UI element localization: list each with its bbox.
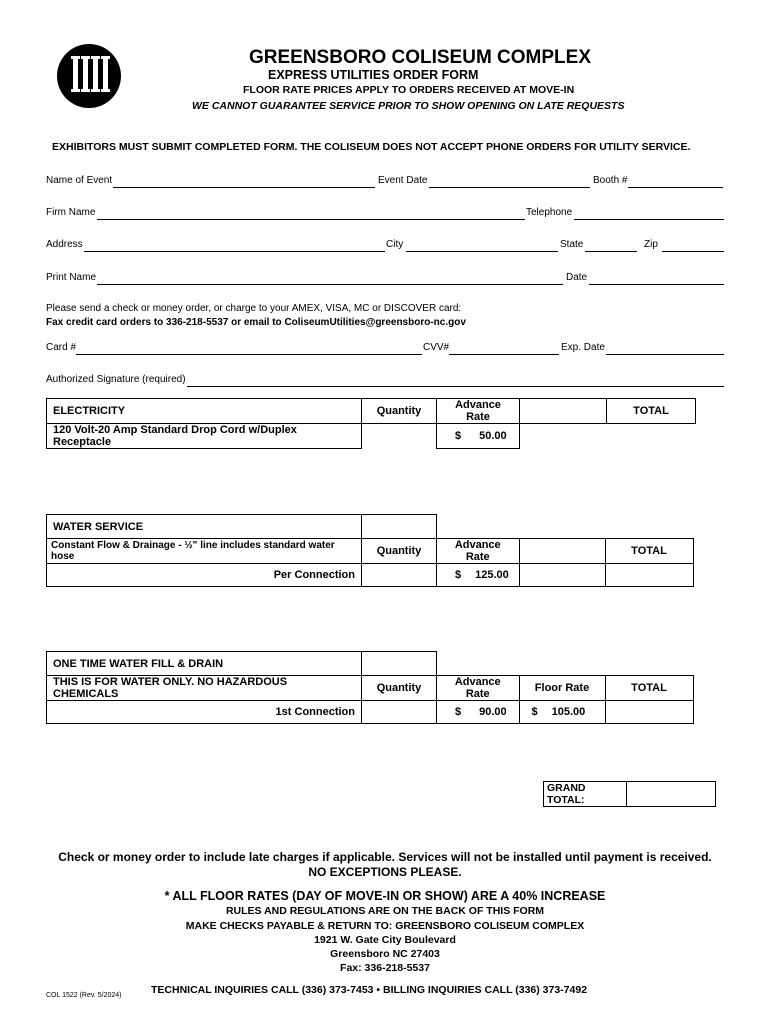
check-notice: Check or money order to include late charges if applicable. Services will not be installed until payment is received. <box>58 850 712 864</box>
date-label: Date <box>566 272 588 283</box>
water-quantity-header: Quantity <box>362 539 437 564</box>
electricity-total-header: TOTAL <box>607 399 696 424</box>
fax-number: Fax: 336-218-5537 <box>340 962 430 974</box>
fill-floor-price: $ 105.00 <box>519 701 605 724</box>
fill-header: ONE TIME WATER FILL & DRAIN <box>47 652 362 676</box>
inquiries-line: TECHNICAL INQUIRIES CALL (336) 373-7453 • BILLING INQUIRIES CALL (336) 373-7492 <box>151 984 588 996</box>
header-line-1: FLOOR RATE PRICES APPLY TO ORDERS RECEIVED AT MOVE-IN <box>243 84 575 96</box>
fill-advance-rate-header: Advance Rate <box>437 676 520 701</box>
booth-field[interactable] <box>628 187 723 188</box>
zip-field[interactable] <box>662 251 724 252</box>
grand-total-input[interactable] <box>627 782 716 807</box>
water-table <box>46 514 694 587</box>
address-city: Greensboro NC 27403 <box>330 948 440 960</box>
electricity-quantity-input[interactable] <box>362 424 437 449</box>
fill-floor-rate-header: Floor Rate <box>519 676 605 701</box>
payment-instructions: Please send a check or money order, or charge to your AMEX, VISA, MC or DISCOVER card: <box>46 303 462 314</box>
fill-quantity-input[interactable] <box>362 701 437 724</box>
electricity-header: ELECTRICITY <box>47 399 362 424</box>
address-label: Address <box>46 239 83 250</box>
electricity-advance-rate-header: Advance Rate <box>437 399 520 424</box>
form-subtitle: EXPRESS UTILITIES ORDER FORM <box>268 68 479 82</box>
rules-notice: RULES AND REGULATIONS ARE ON THE BACK OF THIS FORM <box>225 905 545 917</box>
address-field[interactable] <box>84 251 385 252</box>
fill-total-input[interactable] <box>605 701 693 724</box>
fill-quantity-header: Quantity <box>362 676 437 701</box>
state-label: State <box>560 239 584 250</box>
water-advance-rate-header: Advance Rate <box>437 539 520 564</box>
print-name-label: Print Name <box>46 272 97 283</box>
header-line-2: WE CANNOT GUARANTEE SERVICE PRIOR TO SHOW OPENING ON LATE REQUESTS <box>192 100 625 112</box>
telephone-field[interactable] <box>574 219 724 220</box>
water-header: WATER SERVICE <box>47 515 362 539</box>
event-name-label: Name of Event <box>46 175 113 186</box>
exp-date-label: Exp. Date <box>561 342 605 353</box>
floor-rate-increase: * ALL FLOOR RATES (DAY OF MOVE-IN OR SHOW) ARE A 40% INCREASE <box>164 889 606 903</box>
telephone-label: Telephone <box>526 207 573 218</box>
signature-field[interactable] <box>187 386 724 387</box>
page-title: GREENSBORO COLISEUM COMPLEX <box>248 47 592 68</box>
form-id: COL 1522 (Rev. 5/2024) <box>46 992 122 999</box>
firm-name-field[interactable] <box>97 219 525 220</box>
cvv-label: CVV# <box>423 342 450 353</box>
fill-unit: 1st Connection <box>47 701 362 724</box>
exp-date-field[interactable] <box>606 354 724 355</box>
payable-notice: MAKE CHECKS PAYABLE & RETURN TO: GREENSBORO COLISEUM COMPLEX <box>185 920 585 932</box>
event-date-field[interactable] <box>429 187 590 188</box>
no-exceptions: NO EXCEPTIONS PLEASE. <box>308 865 462 879</box>
water-price: $ 125.00 <box>437 564 520 587</box>
state-field[interactable] <box>585 251 637 252</box>
cvv-field[interactable] <box>449 354 559 355</box>
card-label: Card # <box>46 342 77 353</box>
grand-total-table <box>543 781 716 807</box>
electricity-item: 120 Volt-20 Amp Standard Drop Cord w/Duplex Receptacle <box>47 424 362 449</box>
fax-email-instructions: Fax credit card orders to 336-218-5537 or email to ColiseumUtilities@greensboro-nc.gov <box>46 317 466 328</box>
water-total-input[interactable] <box>605 564 693 587</box>
water-total-header: TOTAL <box>605 539 693 564</box>
fill-total-header: TOTAL <box>605 676 693 701</box>
card-field[interactable] <box>76 354 422 355</box>
electricity-price: $ 50.00 <box>437 424 520 449</box>
fill-price: $ 90.00 <box>437 701 520 724</box>
fill-item: THIS IS FOR WATER ONLY. NO HAZARDOUS CHEMICALS <box>47 676 362 701</box>
electricity-quantity-header: Quantity <box>362 399 437 424</box>
exhibitor-notice: EXHIBITORS MUST SUBMIT COMPLETED FORM. THE COLISEUM DOES NOT ACCEPT PHONE ORDERS FOR UTILITY SERVICE. <box>52 141 691 153</box>
firm-name-label: Firm Name <box>46 207 96 218</box>
address-street: 1921 W. Gate City Boulevard <box>314 934 456 946</box>
print-name-field[interactable] <box>97 284 563 285</box>
water-item: Constant Flow & Drainage - ½" line includes standard water hose <box>47 539 362 564</box>
event-date-label: Event Date <box>378 175 428 186</box>
water-quantity-input[interactable] <box>362 564 437 587</box>
signature-label: Authorized Signature (required) <box>46 374 186 385</box>
event-name-field[interactable] <box>113 187 375 188</box>
date-field[interactable] <box>589 284 724 285</box>
water-fill-table <box>46 651 694 724</box>
zip-label: Zip <box>644 239 658 250</box>
booth-label: Booth # <box>593 175 628 186</box>
electricity-table <box>46 398 696 449</box>
grand-total-label: GRAND TOTAL: <box>544 782 627 807</box>
city-field[interactable] <box>406 251 558 252</box>
water-unit: Per Connection <box>47 564 362 587</box>
city-label: City <box>386 239 404 250</box>
electricity-total-input[interactable] <box>607 424 696 449</box>
